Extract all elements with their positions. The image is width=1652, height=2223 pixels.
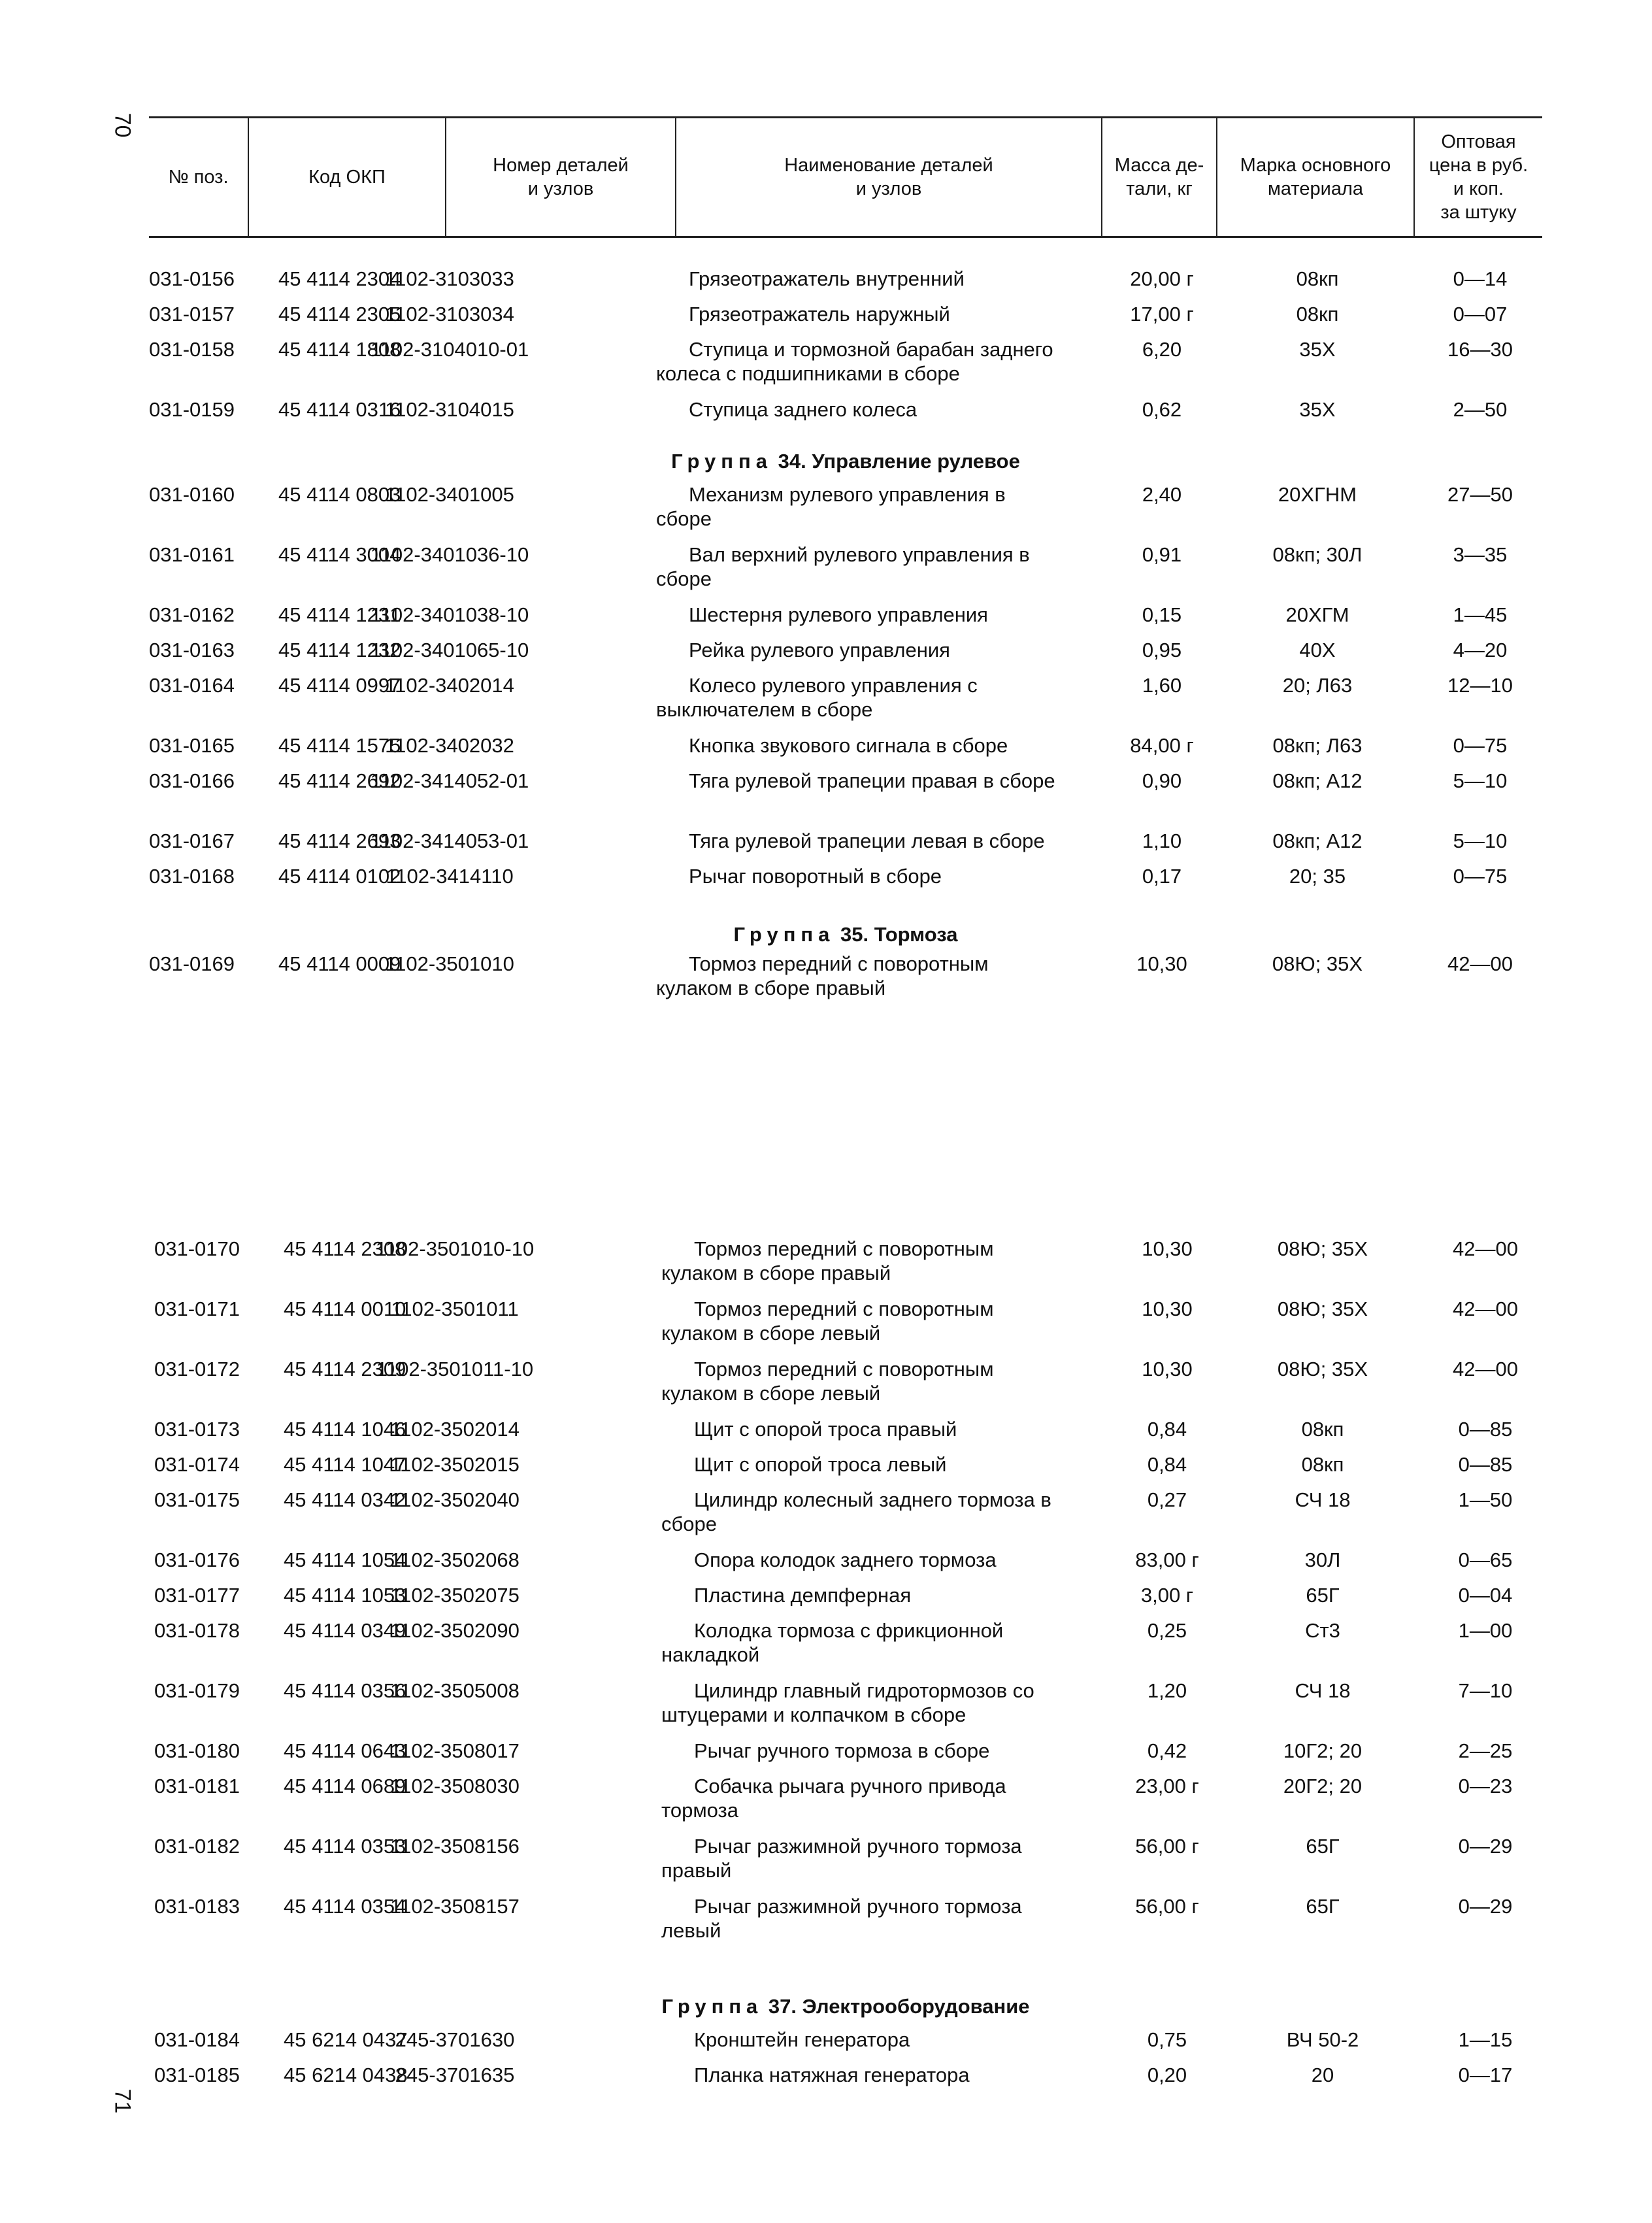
cell-material: СЧ 18	[1295, 1488, 1351, 1511]
cell-mass: 0,91	[1142, 543, 1182, 566]
header-number: Номер деталей и узлов	[446, 118, 676, 237]
cell-mass: 0,42	[1147, 1739, 1187, 1762]
table-row	[154, 1488, 1547, 1535]
group-heading-37: Группа 37. Электрооборудование	[661, 1995, 1030, 2018]
cell-name: Тормоз передний с поворотным кулаком в сборе правый	[656, 952, 989, 999]
cell-price: 42—00	[1453, 1237, 1518, 1260]
cell-price: 12—10	[1447, 674, 1513, 697]
cell-okp: 45 4114 0316	[278, 398, 401, 421]
cell-okp: 45 4114 1046	[284, 1418, 406, 1441]
cell-name: Цилиндр колесный заднего тормоза в сборе	[661, 1488, 1051, 1535]
cell-part-number: 1102-3508017	[390, 1739, 520, 1762]
cell-material: СЧ 18	[1295, 1679, 1351, 1702]
cell-pos: 031-0185	[154, 2064, 240, 2086]
cell-mass: 84,00 г	[1130, 734, 1194, 757]
cell-mass: 0,15	[1142, 603, 1182, 626]
table-row	[154, 1237, 1547, 1284]
cell-name: Колодка тормоза с фрикционной накладкой	[661, 1619, 1004, 1666]
cell-mass: 0,75	[1147, 2028, 1187, 2051]
cell-name: Рычаг разжимной ручного тормоза правый	[661, 1835, 1022, 1882]
cell-mass: 23,00 г	[1135, 1775, 1199, 1797]
cell-price: 0—29	[1458, 1895, 1513, 1918]
cell-pos: 031-0157	[149, 303, 235, 326]
page-number-bottom: 71	[110, 2088, 135, 2114]
cell-mass: 56,00 г	[1135, 1895, 1199, 1918]
cell-mass: 0,20	[1147, 2064, 1187, 2086]
cell-name: Опора колодок заднего тормоза	[694, 1548, 997, 1571]
table-row	[154, 1679, 1547, 1726]
cell-mass: 1,20	[1147, 1679, 1187, 1702]
cell-material: 35Х	[1299, 338, 1336, 361]
cell-okp: 45 4114 1231	[278, 603, 401, 626]
cell-name: Ступица и тормозной барабан заднего колеса с подшипниками в сборе	[656, 338, 1053, 385]
cell-part-number: 1102-3414052-01	[370, 769, 529, 792]
cell-name: Рычаг ручного тормоза в сборе	[694, 1739, 990, 1762]
cell-mass: 20,00 г	[1130, 267, 1194, 290]
table-header	[149, 116, 1542, 238]
header-material: Марка основного материала	[1217, 118, 1414, 237]
cell-part-number: 1102-3502075	[390, 1584, 520, 1607]
cell-mass: 10,30	[1142, 1237, 1193, 1260]
cell-name: Цилиндр главный гидротормозов со штуцерами и колпачком в сборе	[661, 1679, 1034, 1726]
cell-price: 1—15	[1458, 2028, 1513, 2051]
cell-mass: 2,40	[1142, 483, 1182, 506]
cell-mass: 3,00 г	[1140, 1584, 1194, 1607]
table-row	[149, 603, 1542, 629]
cell-material: 08Ю; 35Х	[1277, 1358, 1368, 1380]
cell-mass: 1,60	[1142, 674, 1182, 697]
cell-part-number: 1102-3502068	[390, 1548, 520, 1571]
cell-mass: 56,00 г	[1135, 1835, 1199, 1858]
cell-name: Планка натяжная генератора	[694, 2064, 970, 2086]
cell-material: 08кп; А12	[1272, 829, 1363, 852]
cell-name: Щит с опорой троса левый	[694, 1453, 947, 1476]
cell-material: 10Г2; 20	[1283, 1739, 1363, 1762]
cell-pos: 031-0182	[154, 1835, 240, 1858]
cell-okp: 45 4114 0356	[284, 1679, 406, 1702]
cell-part-number: 1102-3502015	[390, 1453, 520, 1476]
cell-price: 0—75	[1453, 865, 1508, 888]
header-pos: № поз.	[168, 167, 229, 188]
cell-okp: 45 4114 0689	[284, 1775, 406, 1797]
cell-name: Механизм рулевого управления в сборе	[656, 483, 1006, 530]
cell-mass: 0,27	[1147, 1488, 1187, 1511]
cell-name: Рычаг разжимной ручного тормоза левый	[661, 1895, 1022, 1942]
group-heading-35: Группа 35. Тормоза	[733, 923, 958, 946]
cell-okp: 45 4114 1053	[284, 1584, 406, 1607]
cell-material: 08Ю; 35Х	[1277, 1297, 1368, 1320]
table-row	[149, 397, 1542, 424]
cell-okp: 45 4114 1575	[278, 734, 401, 757]
cell-part-number: 1102-3402032	[385, 734, 514, 757]
cell-material: 20ХГНМ	[1278, 483, 1357, 506]
cell-material: Ст3	[1305, 1619, 1340, 1642]
cell-pos: 031-0156	[149, 267, 235, 290]
cell-price: 2—50	[1453, 398, 1508, 421]
cell-material: 08кп	[1301, 1453, 1344, 1476]
cell-price: 0—23	[1458, 1775, 1513, 1797]
cell-price: 16—30	[1447, 338, 1513, 361]
cell-okp: 45 4114 0803	[278, 483, 401, 506]
table-row	[154, 2028, 1547, 2054]
table-row	[149, 829, 1542, 855]
cell-part-number: 1102-3104015	[385, 398, 514, 421]
cell-price: 7—10	[1458, 1679, 1513, 1702]
cell-material: 08кп	[1296, 303, 1339, 326]
cell-okp: 45 4114 2308	[284, 1237, 406, 1260]
cell-pos: 031-0177	[154, 1584, 240, 1607]
table-row	[149, 733, 1542, 760]
cell-price: 2—25	[1458, 1739, 1513, 1762]
cell-pos: 031-0170	[154, 1237, 240, 1260]
cell-material: 08кп	[1301, 1418, 1344, 1441]
cell-price: 0—04	[1458, 1584, 1513, 1607]
cell-part-number: 1102-3508030	[390, 1775, 520, 1797]
cell-price: 0—17	[1458, 2064, 1513, 2086]
cell-price: 3—35	[1453, 543, 1508, 566]
cell-okp: 45 4114 0342	[284, 1488, 406, 1511]
table-row	[154, 1834, 1547, 1882]
cell-material: 20ХГМ	[1285, 603, 1349, 626]
cell-part-number: 1102-3508156	[390, 1835, 520, 1858]
table-row	[154, 1548, 1547, 1574]
cell-material: 20	[1311, 2064, 1334, 2086]
cell-material: 08Ю; 35Х	[1277, 1237, 1368, 1260]
cell-part-number: 1102-3401005	[385, 483, 514, 506]
cell-price: 4—20	[1453, 639, 1508, 661]
cell-pos: 031-0176	[154, 1548, 240, 1571]
cell-price: 0—75	[1453, 734, 1508, 757]
cell-part-number: 1102-3501010	[385, 952, 514, 975]
cell-pos: 031-0175	[154, 1488, 240, 1511]
cell-part-number: 1102-3103033	[385, 267, 514, 290]
cell-pos: 031-0163	[149, 639, 235, 661]
cell-material: 20; 35	[1289, 865, 1346, 888]
cell-price: 1—45	[1453, 603, 1508, 626]
cell-okp: 45 4114 2305	[278, 303, 401, 326]
cell-mass: 0,62	[1142, 398, 1182, 421]
cell-material: 40Х	[1299, 639, 1336, 661]
cell-pos: 031-0183	[154, 1895, 240, 1918]
cell-part-number: 1102-3401065-10	[370, 639, 529, 661]
cell-pos: 031-0167	[149, 829, 235, 852]
table-row	[154, 1452, 1547, 1479]
table-row	[154, 1618, 1547, 1666]
cell-okp: 45 4114 2309	[284, 1358, 406, 1380]
cell-material: 08Ю; 35Х	[1272, 952, 1363, 975]
cell-mass: 0,95	[1142, 639, 1182, 661]
cell-okp: 45 6214 0437	[284, 2028, 408, 2051]
header-mass: Масса де- тали, кг	[1102, 118, 1217, 237]
cell-pos: 031-0162	[149, 603, 235, 626]
cell-name: Рычаг поворотный в сборе	[689, 865, 942, 888]
cell-pos: 031-0168	[149, 865, 235, 888]
cell-name: Ступица заднего колеса	[689, 398, 917, 421]
cell-pos: 031-0173	[154, 1418, 240, 1441]
cell-part-number: 1102-3401038-10	[370, 603, 529, 626]
cell-name: Тормоз передний с поворотным кулаком в сборе правый	[661, 1237, 994, 1284]
cell-material: 65Г	[1306, 1895, 1340, 1918]
cell-okp: 45 4114 1232	[278, 639, 401, 661]
table-row	[154, 1894, 1547, 1942]
cell-part-number: 1102-3103034	[385, 303, 514, 326]
cell-material: 08кп; Л63	[1272, 734, 1363, 757]
cell-okp: 45 4114 0643	[284, 1739, 406, 1762]
table-row	[149, 543, 1542, 590]
table-row	[149, 673, 1542, 721]
cell-price: 42—00	[1447, 952, 1513, 975]
cell-mass: 17,00 г	[1130, 303, 1194, 326]
cell-name: Грязеотражатель наружный	[689, 303, 950, 326]
cell-material: 65Г	[1306, 1584, 1340, 1607]
cell-name: Шестерня рулевого управления	[689, 603, 988, 626]
cell-okp: 45 4114 1054	[284, 1548, 406, 1571]
cell-okp: 45 4114 2692	[278, 769, 401, 792]
table-row	[149, 864, 1542, 890]
table-row	[154, 1774, 1547, 1822]
cell-name: Тормоз передний с поворотным кулаком в сборе левый	[661, 1297, 994, 1345]
cell-part-number: 1102-3414110	[386, 865, 514, 888]
cell-okp: 45 4114 2304	[278, 267, 401, 290]
cell-pos: 031-0161	[149, 543, 235, 566]
cell-pos: 031-0166	[149, 769, 235, 792]
cell-mass: 10,30	[1142, 1358, 1193, 1380]
cell-name: Грязеотражатель внутренний	[689, 267, 965, 290]
cell-okp: 45 4114 2693	[278, 829, 401, 852]
cell-price: 42—00	[1453, 1358, 1518, 1380]
cell-okp: 45 4114 1047	[284, 1453, 406, 1476]
page-number-top: 70	[110, 112, 135, 138]
cell-pos: 031-0158	[149, 338, 235, 361]
cell-part-number: 1102-3508157	[390, 1895, 520, 1918]
cell-price: 0—07	[1453, 303, 1508, 326]
table-row	[149, 302, 1542, 328]
cell-okp: 45 4114 0102	[278, 865, 401, 888]
cell-pos: 031-0180	[154, 1739, 240, 1762]
cell-name: Колесо рулевого управления с выключателем в сборе	[656, 674, 978, 721]
cell-name: Пластина демпферная	[694, 1584, 912, 1607]
table-row	[149, 267, 1542, 293]
cell-part-number: 1102-3414053-01	[370, 829, 529, 852]
cell-material: 08кп; А12	[1272, 769, 1363, 792]
table-row	[154, 1583, 1547, 1609]
cell-price: 5—10	[1453, 829, 1508, 852]
cell-part-number: 1102-3402014	[385, 674, 514, 697]
table-row	[149, 337, 1542, 385]
cell-mass: 1,10	[1142, 829, 1182, 852]
cell-mass: 0,84	[1147, 1453, 1187, 1476]
cell-price: 42—00	[1453, 1297, 1518, 1320]
cell-price: 1—00	[1458, 1619, 1513, 1642]
cell-name: Вал верхний рулевого управления в сборе	[656, 543, 1030, 590]
cell-pos: 031-0181	[154, 1775, 240, 1797]
cell-pos: 031-0179	[154, 1679, 240, 1702]
cell-okp: 45 6214 0438	[284, 2064, 408, 2086]
cell-mass: 0,84	[1147, 1418, 1187, 1441]
table-row	[149, 952, 1542, 999]
cell-part-number: 1102-3505008	[390, 1679, 520, 1702]
cell-mass: 0,90	[1142, 769, 1182, 792]
cell-price: 27—50	[1447, 483, 1513, 506]
cell-name: Тяга рулевой трапеции левая в сборе	[689, 829, 1045, 852]
cell-part-number: 1102-3502040	[390, 1488, 520, 1511]
cell-mass: 10,30	[1136, 952, 1187, 975]
cell-pos: 031-0164	[149, 674, 235, 697]
cell-name: Кнопка звукового сигнала в сборе	[689, 734, 1008, 757]
header-okp: Код ОКП	[248, 118, 446, 237]
cell-mass: 83,00 г	[1135, 1548, 1199, 1571]
cell-pos: 031-0178	[154, 1619, 240, 1642]
table-row	[149, 482, 1542, 530]
cell-name: Тяга рулевой трапеции правая в сборе	[689, 769, 1055, 792]
cell-part-number: 1102-3501011	[391, 1297, 519, 1320]
cell-pos: 031-0184	[154, 2028, 240, 2051]
cell-okp: 45 4114 0010	[284, 1297, 406, 1320]
cell-mass: 6,20	[1142, 338, 1182, 361]
cell-mass: 10,30	[1142, 1297, 1193, 1320]
cell-material: 20; Л63	[1282, 674, 1353, 697]
cell-okp: 45 4114 1808	[278, 338, 401, 361]
cell-pos: 031-0172	[154, 1358, 240, 1380]
cell-price: 0—85	[1458, 1418, 1513, 1441]
cell-material: 30Л	[1304, 1548, 1341, 1571]
cell-okp: 45 4114 0349	[284, 1619, 406, 1642]
cell-part-number: 1102-3502090	[390, 1619, 520, 1642]
table-row	[154, 1357, 1547, 1405]
cell-part-number: 1102-3501010-10	[375, 1237, 535, 1260]
cell-material: 20Г2; 20	[1283, 1775, 1363, 1797]
cell-okp: 45 4114 0009	[278, 952, 401, 975]
cell-pos: 031-0174	[154, 1453, 240, 1476]
group-heading-34: Группа 34. Управление рулевое	[671, 450, 1020, 473]
cell-price: 0—65	[1458, 1548, 1513, 1571]
cell-pos: 031-0165	[149, 734, 235, 757]
cell-pos: 031-0171	[154, 1297, 240, 1320]
cell-price: 5—10	[1453, 769, 1508, 792]
cell-okp: 45 4114 3004	[278, 543, 401, 566]
cell-name: Рейка рулевого управления	[689, 639, 950, 661]
cell-okp: 45 4114 0997	[278, 674, 401, 697]
cell-price: 0—29	[1458, 1835, 1513, 1858]
table-row	[154, 1417, 1547, 1443]
cell-name: Кронштейн генератора	[694, 2028, 910, 2051]
cell-name: Собачка рычага ручного привода тормоза	[661, 1775, 1006, 1822]
cell-mass: 0,17	[1142, 865, 1182, 888]
table-row	[154, 1739, 1547, 1765]
cell-material: 35Х	[1299, 398, 1336, 421]
cell-pos: 031-0159	[149, 398, 235, 421]
header-price: Оптовая цена в руб. и коп. за штуку	[1414, 118, 1542, 237]
cell-material: 08кп	[1296, 267, 1339, 290]
cell-price: 1—50	[1458, 1488, 1513, 1511]
cell-part-number: 1102-3502014	[390, 1418, 520, 1441]
cell-okp: 45 4114 0354	[284, 1895, 406, 1918]
cell-mass: 0,25	[1147, 1619, 1187, 1642]
cell-material: 65Г	[1306, 1835, 1340, 1858]
table-row	[149, 638, 1542, 664]
cell-pos: 031-0169	[149, 952, 235, 975]
cell-pos: 031-0160	[149, 483, 235, 506]
header-name: Наименование деталей и узлов	[676, 118, 1102, 237]
cell-part-number: 245-3701630	[395, 2028, 515, 2051]
cell-name: Тормоз передний с поворотным кулаком в сборе левый	[661, 1358, 994, 1405]
table-row	[154, 2063, 1547, 2089]
table-row	[149, 769, 1542, 795]
cell-material: 08кп; 30Л	[1272, 543, 1363, 566]
cell-price: 0—14	[1453, 267, 1508, 290]
table-row	[154, 1297, 1547, 1345]
cell-material: ВЧ 50-2	[1286, 2028, 1359, 2051]
cell-name: Щит с опорой троса правый	[694, 1418, 957, 1441]
cell-part-number: 1102-3401036-10	[370, 543, 529, 566]
cell-part-number: 1102-3501011-10	[376, 1358, 534, 1380]
cell-part-number: 245-3701635	[395, 2064, 515, 2086]
cell-price: 0—85	[1458, 1453, 1513, 1476]
cell-part-number: 1102-3104010-01	[370, 338, 529, 361]
cell-okp: 45 4114 0353	[284, 1835, 406, 1858]
